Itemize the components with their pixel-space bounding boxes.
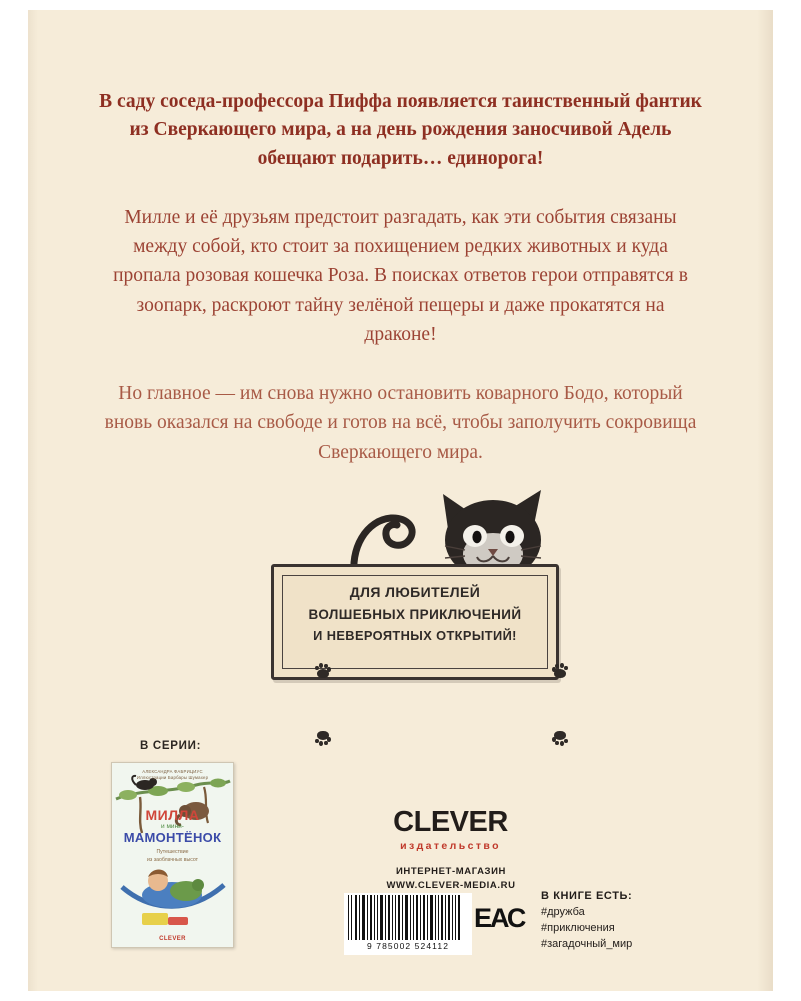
sign-line-2: ВОЛШЕБНЫХ ПРИКЛЮЧЕНИЙ bbox=[308, 606, 522, 622]
blurb-paragraph-1: В саду соседа-профессора Пиффа появляется таинственный фантик из Сверкающего мира, а на день рождения заносчивой Адель обещают подарить… единорога! bbox=[99, 91, 702, 169]
cat-with-sign-illustration bbox=[243, 480, 583, 720]
series-book-title bbox=[112, 807, 233, 845]
book-tag: #дружба bbox=[541, 906, 585, 918]
paw-print-icon bbox=[314, 729, 331, 746]
sign-text bbox=[300, 581, 530, 646]
series-book-title-line-2: МАМОНТЁНОК bbox=[123, 830, 222, 846]
series-book-authors bbox=[112, 769, 233, 782]
series-book-subtitle bbox=[112, 849, 233, 865]
barcode-bars bbox=[347, 895, 463, 940]
online-shop-label: ИНТЕРНЕТ-МАГАЗИН bbox=[396, 866, 506, 877]
sign-line-1: ДЛЯ ЛЮБИТЕЛЕЙ bbox=[349, 584, 481, 600]
blurb-paragraph-3: Но главное — им снова нужно остановить коварного Бодо, который вновь оказался на свободе и готов на всё, чтобы заполучить сокровища Сверкающего мира. bbox=[104, 383, 697, 463]
online-shop-info bbox=[346, 865, 556, 894]
series-book-subtitle-line-1: Путешествие bbox=[156, 849, 189, 855]
paw-print-icon bbox=[552, 663, 569, 680]
sign-line-3: И НЕВЕРОЯТНЫХ ОТКРЫТИЙ! bbox=[313, 627, 517, 643]
cover-spine-shading bbox=[757, 10, 773, 991]
blurb-paragraph-2: Милле и её друзьям предстоит разгадать, как эти события связаны между собой, кто стоит за похищением редких животных и куда пропала розовая кошечка Роза. В поисках ответов герои отправятся в зоопарк, раскроют тайну зелёной пещеры и даже прокатятся на драконе! bbox=[113, 206, 688, 345]
cover-left-shading bbox=[28, 10, 38, 991]
blurb-text-block bbox=[98, 88, 703, 487]
paw-print-icon bbox=[314, 663, 331, 680]
eac-conformity-mark: ЕАС bbox=[474, 903, 525, 933]
series-book-author-line-2: Иллюстрации Барбары Шумахер bbox=[136, 775, 209, 781]
book-tags-title: В КНИГЕ ЕСТЬ: bbox=[541, 890, 633, 902]
series-book-publisher: CLEVER bbox=[159, 936, 186, 942]
series-book-title-amp: и мини- bbox=[161, 823, 184, 830]
online-shop-url[interactable]: WWW.CLEVER-MEDIA.RU bbox=[386, 880, 516, 892]
series-book-thumbnail[interactable] bbox=[111, 762, 234, 948]
book-tag: #загадочный_мир bbox=[541, 937, 633, 950]
paw-print-icon bbox=[552, 729, 569, 746]
series-book-subtitle-line-2: из заоблачных высот bbox=[146, 856, 198, 863]
series-label: В СЕРИИ: bbox=[140, 740, 202, 752]
barcode bbox=[344, 893, 472, 955]
book-tag: #приключения bbox=[541, 921, 615, 934]
series-book-author-line-1: АЛЕКСАНДРА ФАБРИЦИУС bbox=[142, 769, 203, 774]
publisher-tagline: издательство bbox=[400, 840, 501, 852]
publisher-name: CLEVER bbox=[393, 806, 508, 838]
series-book-title-line-1: МИЛЛА bbox=[145, 807, 200, 823]
book-tags-block bbox=[541, 890, 741, 953]
sign-board bbox=[271, 564, 559, 680]
publisher-logo bbox=[368, 808, 533, 852]
book-back-cover bbox=[28, 10, 773, 991]
barcode-number: 9 785002 524112 bbox=[366, 941, 450, 951]
